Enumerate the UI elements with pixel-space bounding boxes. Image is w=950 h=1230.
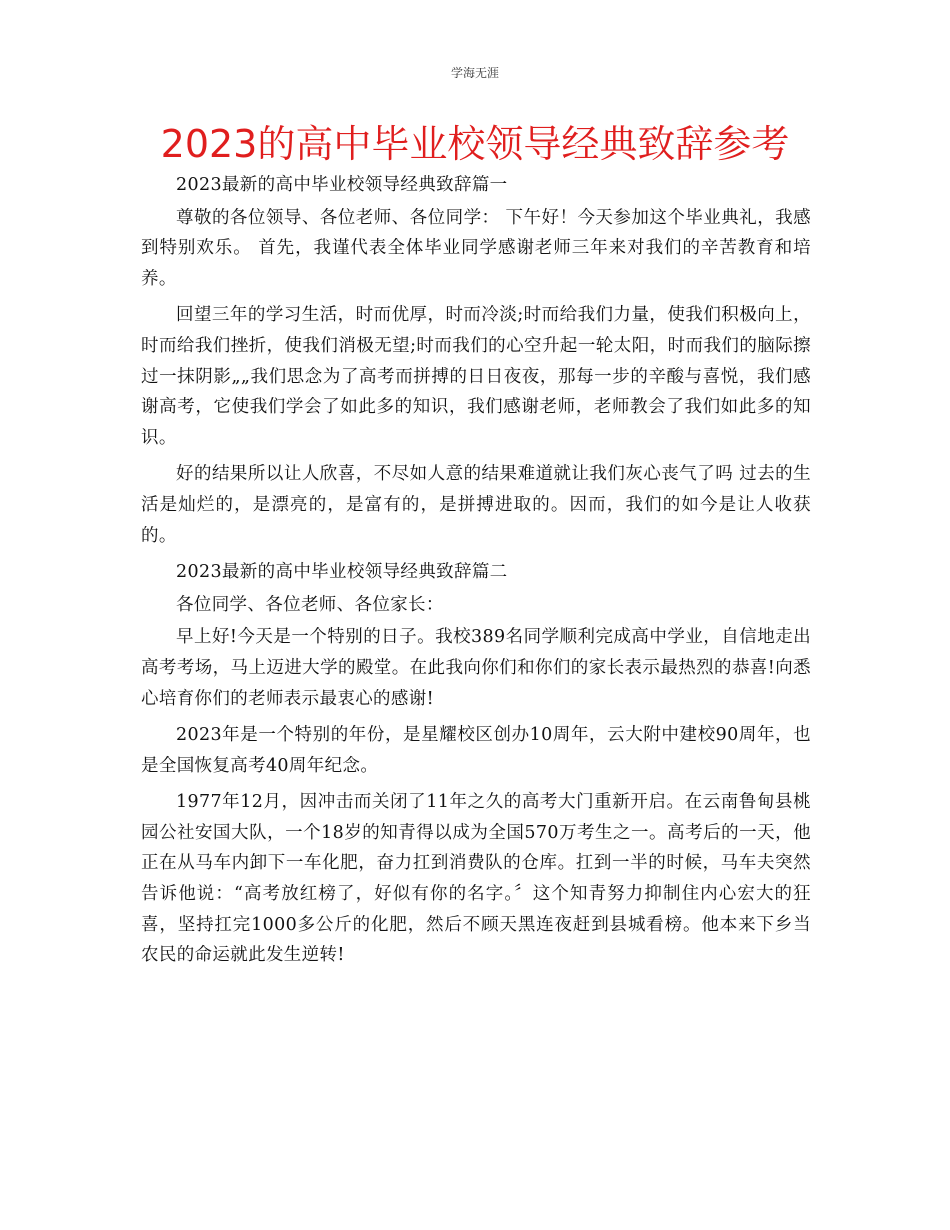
paragraph: 好的结果所以让人欣喜，不尽如人意的结果难道就让我们灰心丧气了吗 过去的生活是灿烂的，是漂亮的，是富有的，是拼搏进取的。因而，我们的如今是让人收获的。 — [141, 464, 811, 546]
paragraph: 2023年是一个特别的年份，是星耀校区创办10周年，云大附中建校90周年，也是全国恢复高考40周年纪念。 — [141, 725, 811, 776]
document-body — [141, 170, 811, 977]
paragraph: 回望三年的学习生活，时而优厚，时而冷淡;时而给我们力量，使我们积极向上，时而给我们挫折，使我们消极无望;时而我们的心空升起一轮太阳，时而我们的脑际擦过一抹阴影„„我们思念为了高考而拼搏的日日夜夜，那每一步的辛酸与喜悦，我们感谢高考，它使我们学会了如此多的知识，我们感谢老师，老师教会了我们如此多的知识。 — [141, 305, 811, 448]
section-heading-2: 2023最新的高中毕业校领导经典致辞篇二 — [176, 562, 508, 583]
running-header: 学海无涯 — [450, 66, 499, 80]
salutation: 各位同学、各位老师、各位家长： — [176, 594, 444, 615]
paragraph: 早上好!今天是一个特别的日子。我校389名同学顺利完成高中学业，自信地走出高考考场，马上迈进大学的殿堂。在此我向你们和你们的家长表示最热烈的恭喜!向悉心培育你们的老师表示最衷心的感谢! — [141, 627, 811, 709]
section-heading-1: 2023最新的高中毕业校领导经典致辞篇一 — [176, 175, 508, 195]
document-title: 2023的高中毕业校领导经典致辞参考 — [160, 122, 790, 166]
paragraph: 尊敬的各位领导、各位老师、各位同学： 下午好！今天参加这个毕业典礼，我感到特别欢乐。 首先，我谨代表全体毕业同学感谢老师三年来对我们的辛苦教育和培养。 — [141, 207, 811, 289]
paragraph: 1977年12月，因冲击而关闭了11年之久的高考大门重新开启。在云南鲁甸县桃园公社安国大队，一个18岁的知青得以成为全国570万考生之一。高考后的一天，他正在从马车内卸下一车化肥，奋力扛到消费队的仓库。扛到一半的时候，马车夫突然告诉他说：“高考放红榜了，好似有你的名字。〞这个知青努力抑制住内心宏大的狂喜，坚持扛完1000多公斤的化肥，然后不顾天黑连夜赶到县城看榜。他本来下乡当农民的命运就此发生逆转! — [141, 792, 811, 966]
